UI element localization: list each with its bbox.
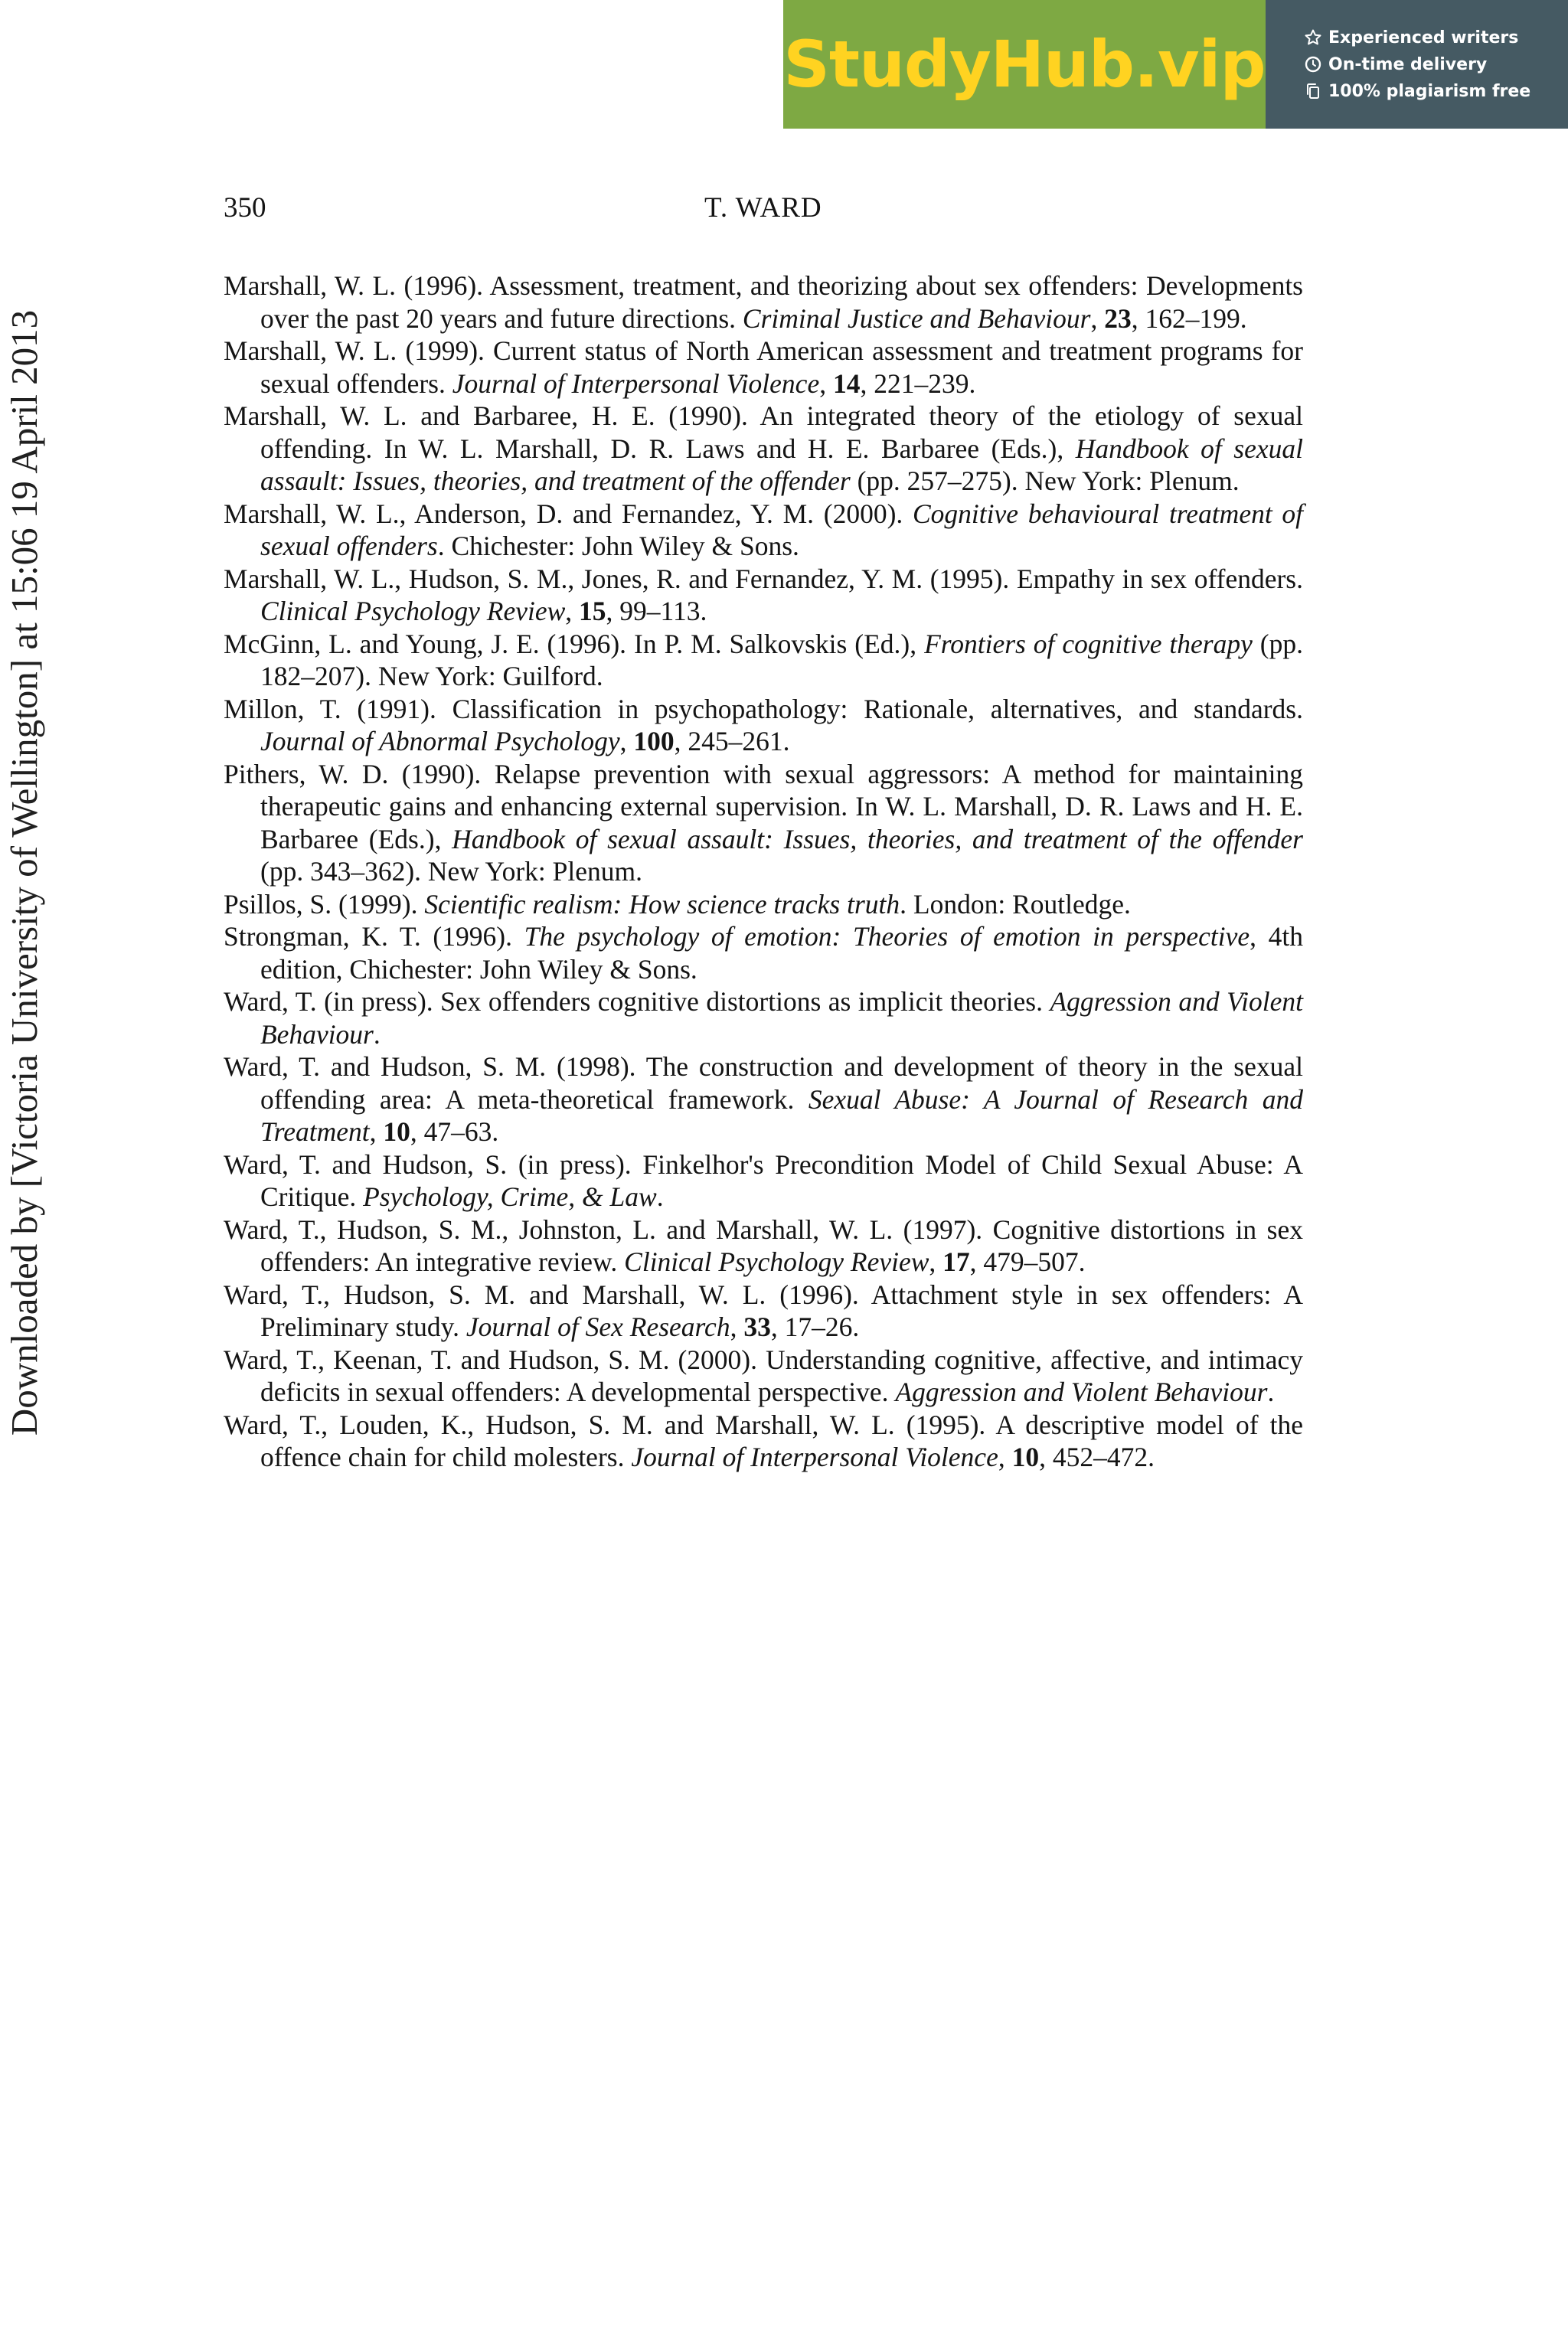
feature-experienced-writers — [1304, 28, 1568, 47]
promo-banner[interactable] — [783, 0, 1568, 129]
reference-list — [224, 270, 1303, 1474]
reference-item: Marshall, W. L. (1996). Assessment, treatment, and theorizing about sex offenders: Developments over the past 20 years and future directions. Criminal Justice and Behaviour, 23, 162–199. — [224, 270, 1303, 334]
reference-item: Marshall, W. L. and Barbaree, H. E. (1990). An integrated theory of the etiology of sexual offending. In W. L. Marshall, D. R. Laws and H. E. Barbaree (Eds.), Handbook of sexual assault: Issues, theories, and treatment of the offender (pp. 257–275). New York: Plenum. — [224, 400, 1303, 496]
feature-label: Experienced writers — [1328, 28, 1519, 47]
feature-on-time-delivery — [1304, 55, 1568, 74]
reference-item: Ward, T., Hudson, S. M. and Marshall, W. L. (1996). Attachment style in sex offenders: A Preliminary study. Journal of Sex Research, 33, 17–26. — [224, 1279, 1303, 1342]
reference-item: Strongman, K. T. (1996). The psychology of emotion: Theories of emotion in perspective, 4th edition, Chichester: John Wiley & Sons. — [224, 921, 1303, 985]
banner-features-panel — [1266, 0, 1568, 129]
reference-item: Ward, T., Keenan, T. and Hudson, S. M. (2000). Understanding cognitive, affective, and intimacy deficits in sexual offenders: A developmental perspective. Aggression and Violent Behaviour. — [224, 1344, 1303, 1407]
reference-item: Ward, T., Hudson, S. M., Johnston, L. and Marshall, W. L. (1997). Cognitive distortions in sex offenders: An integrative review. Clinical Psychology Review, 17, 479–507. — [224, 1214, 1303, 1277]
clock-icon — [1304, 55, 1322, 74]
reference-item: McGinn, L. and Young, J. E. (1996). In P. M. Salkovskis (Ed.), Frontiers of cognitive therapy (pp. 182–207). New York: Guilford. — [224, 628, 1303, 691]
reference-item: Ward, T. and Hudson, S. (in press). Finkelhor's Precondition Model of Child Sexual Abuse: A Critique. Psychology, Crime, & Law. — [224, 1148, 1303, 1212]
reference-item: Psillos, S. (1999). Scientific realism: How science tracks truth. London: Routledge. — [224, 888, 1131, 920]
reference-item: Millon, T. (1991). Classification in psychopathology: Rationale, alternatives, and standards. Journal of Abnormal Psychology, 100, 245–261. — [224, 693, 1303, 756]
feature-label: 100% plagiarism free — [1328, 81, 1531, 101]
reference-item: Marshall, W. L., Anderson, D. and Fernandez, Y. M. (2000). Cognitive behavioural treatment of sexual offenders. Chichester: John Wiley & Sons. — [224, 498, 1303, 561]
reference-item: Marshall, W. L. (1999). Current status of North American assessment and treatment programs for sexual offenders. Journal of Interpersonal Violence, 14, 221–239. — [224, 335, 1303, 399]
reference-item: Ward, T. (in press). Sex offenders cognitive distortions as implicit theories. Aggression and Violent Behaviour. — [224, 986, 1303, 1050]
feature-plagiarism-free — [1304, 82, 1568, 101]
star-outline-icon — [1304, 28, 1322, 47]
download-watermark: Downloaded by [Victoria University of Wellington] at 15:06 19 April 2013 — [2, 309, 45, 1436]
copy-icon — [1304, 82, 1322, 100]
feature-label: On-time delivery — [1328, 54, 1488, 74]
reference-item: Ward, T. and Hudson, S. M. (1998). The construction and development of theory in the sexual offending area: A meta-theoretical framework. Sexual Abuse: A Journal of Research and Treatment, 10, 47–63. — [224, 1051, 1304, 1147]
running-head: T. WARD — [704, 192, 822, 224]
reference-item: Marshall, W. L., Hudson, S. M., Jones, R. and Fernandez, Y. M. (1995). Empathy in sex offenders. Clinical Psychology Review, 15, 99–113. — [224, 563, 1303, 626]
reference-item: Pithers, W. D. (1990). Relapse prevention with sexual aggressors: A method for maintaining therapeutic gains and enhancing external supervision. In W. L. Marshall, D. R. Laws and H. E. Barbaree (Eds.), Handbook of sexual assault: Issues, theories, and treatment of the offender (pp. 343–362). New York: Plenum. — [224, 758, 1303, 887]
page-number: 350 — [224, 192, 266, 224]
reference-item: Ward, T., Louden, K., Hudson, S. M. and Marshall, W. L. (1995). A descriptive model of the offence chain for child molesters. Journal of Interpersonal Violence, 10, 452–472. — [224, 1409, 1303, 1472]
brand-logo: StudyHub.vip — [783, 27, 1266, 102]
banner-brand-panel — [783, 0, 1266, 129]
